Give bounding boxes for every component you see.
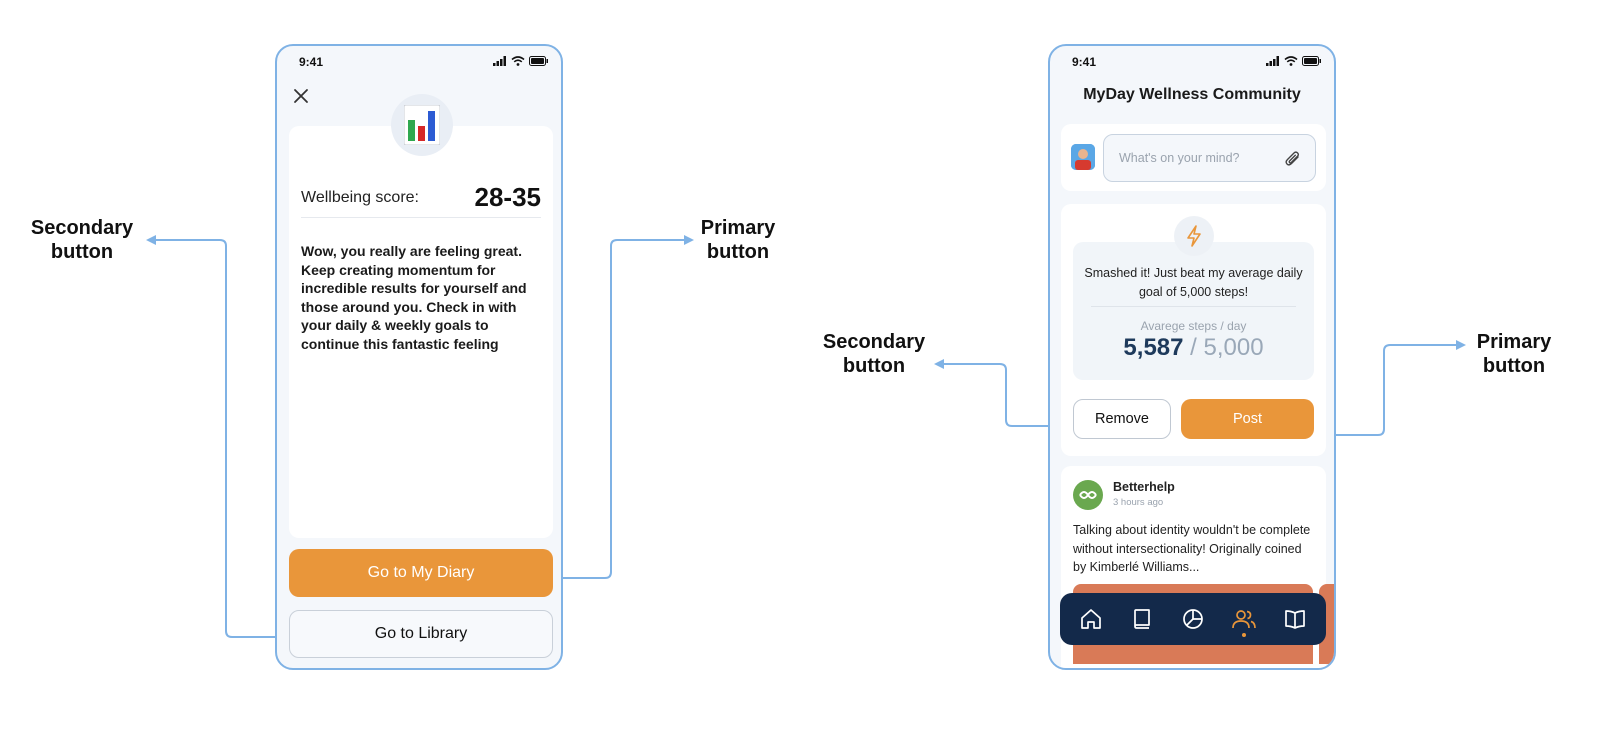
- bolt-badge: [1174, 216, 1214, 256]
- right-secondary-arrowhead: [934, 359, 944, 369]
- leaf-icon: [1078, 488, 1098, 502]
- nav-library[interactable]: [1277, 601, 1313, 637]
- status-time: 9:41: [299, 55, 324, 69]
- score-value: 28-35: [474, 182, 541, 212]
- battery-icon: [529, 56, 549, 66]
- wellbeing-card: [289, 126, 553, 538]
- lightning-icon: [1186, 225, 1202, 247]
- right-primary-connector: [1336, 345, 1458, 435]
- nav-active-indicator: [1242, 633, 1246, 637]
- pie-chart-icon: [1181, 607, 1205, 631]
- annotation-right-secondary: Secondary button: [822, 331, 926, 377]
- go-to-my-diary-button[interactable]: Go to My Diary: [289, 549, 553, 597]
- paperclip-icon[interactable]: [1283, 149, 1303, 169]
- wifi-icon: [1284, 56, 1298, 66]
- signal-icon: [1266, 56, 1280, 66]
- compose-input[interactable]: [1103, 134, 1316, 182]
- score-label: Wellbeing score:: [301, 188, 419, 206]
- achievement-text: Smashed it! Just beat my average daily goal of 5,000 steps!: [1084, 266, 1303, 299]
- signal-icon: [493, 56, 507, 66]
- bottom-nav: [1060, 593, 1326, 645]
- steps-separator: /: [1190, 334, 1197, 361]
- score-message: Wow, you really are feeling great. Keep creating momentum for incredible results for yourself and those around you. Check in with your daily & weekly goals to continue this fantastic feeling: [301, 243, 527, 352]
- page-title: MyDay Wellness Community: [1083, 86, 1301, 103]
- left-secondary-arrowhead: [146, 235, 156, 245]
- achievement-summary: [1073, 242, 1314, 380]
- avatar[interactable]: [1071, 144, 1095, 170]
- left-secondary-connector: [154, 240, 275, 637]
- battery-icon: [1302, 56, 1322, 66]
- open-book-icon: [1283, 607, 1307, 631]
- home-icon: [1079, 607, 1103, 631]
- right-secondary-connector: [942, 364, 1048, 426]
- nav-home[interactable]: [1073, 601, 1109, 637]
- annotation-left-primary: Primary button: [700, 217, 776, 263]
- nav-stats[interactable]: [1175, 601, 1211, 637]
- achievement-card: [1061, 204, 1326, 456]
- steps-value: 5,587: [1123, 334, 1184, 361]
- status-time: 9:41: [1072, 55, 1097, 69]
- betterhelp-logo: [1073, 480, 1103, 510]
- compose-card: [1061, 124, 1326, 191]
- left-primary-connector: [563, 240, 686, 578]
- annotation-right-primary: Primary button: [1476, 331, 1552, 377]
- annotation-left-secondary: Secondary button: [30, 217, 134, 263]
- nav-diary[interactable]: [1124, 601, 1160, 637]
- chart-badge: [391, 94, 453, 156]
- score-row: [301, 178, 541, 218]
- wifi-icon: [511, 56, 525, 66]
- status-bar: [1050, 46, 1334, 76]
- post-button[interactable]: Post: [1181, 399, 1314, 439]
- go-to-library-button[interactable]: Go to Library: [289, 610, 553, 658]
- user-avatar-icon: [1071, 144, 1095, 170]
- phone-wellbeing-result: [275, 44, 563, 670]
- community-icon: [1231, 607, 1257, 631]
- steps-label: Avarege steps / day: [1140, 319, 1247, 333]
- bar-chart-icon: [404, 105, 440, 145]
- steps-row: [1073, 334, 1314, 362]
- right-primary-arrowhead: [1456, 340, 1466, 350]
- compose-placeholder: What's on your mind?: [1119, 151, 1240, 165]
- close-icon[interactable]: [291, 86, 311, 106]
- divider: [1091, 306, 1296, 307]
- remove-button[interactable]: Remove: [1073, 399, 1171, 439]
- steps-goal: 5,000: [1203, 334, 1264, 361]
- status-icons: [493, 56, 549, 66]
- book-icon: [1130, 607, 1154, 631]
- status-icons: [1266, 56, 1322, 66]
- post-text: Talking about identity wouldn't be complete without intersectionality! Originally coined by Kimberlé Williams...: [1073, 523, 1311, 574]
- post-author[interactable]: Betterhelp: [1113, 480, 1175, 494]
- phone-community-feed: [1048, 44, 1336, 670]
- nav-community[interactable]: [1226, 601, 1262, 637]
- post-time: 3 hours ago: [1113, 497, 1164, 508]
- status-bar: [277, 46, 561, 76]
